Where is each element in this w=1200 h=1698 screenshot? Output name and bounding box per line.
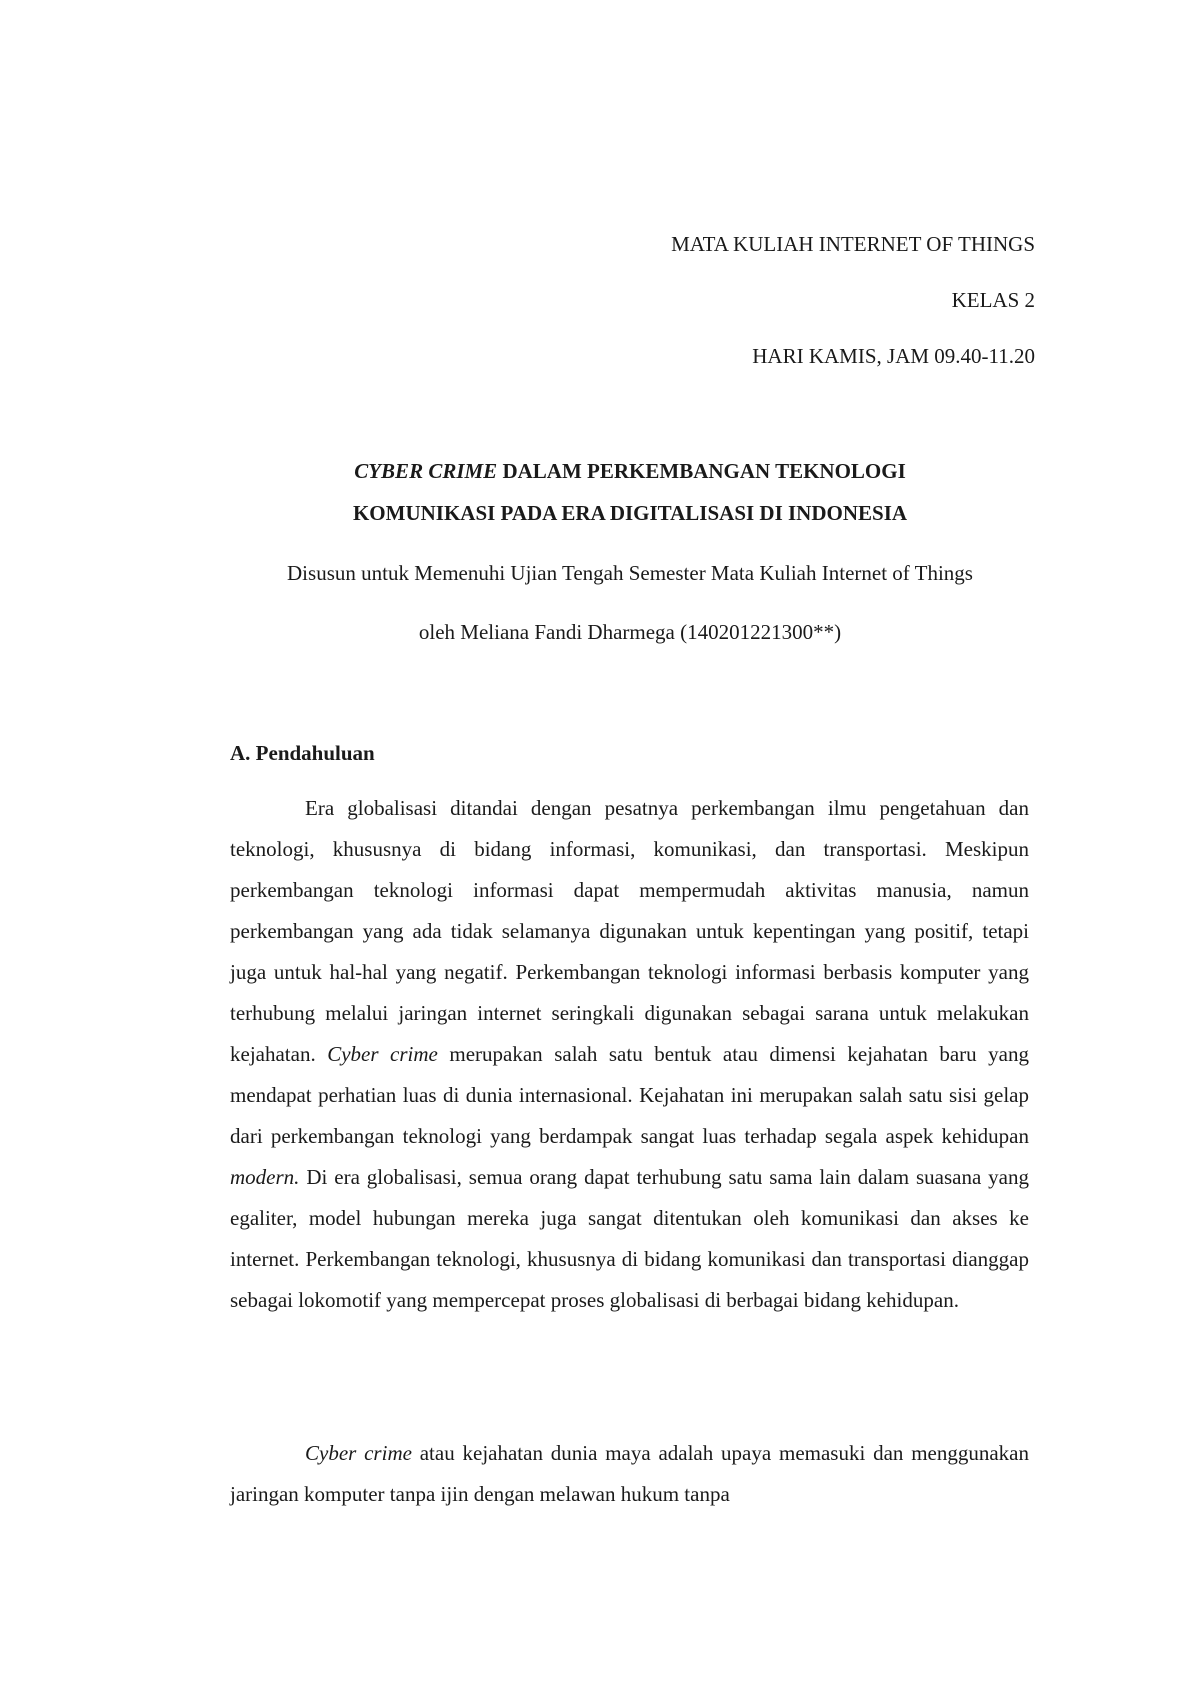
title-italic-term: CYBER CRIME: [354, 459, 498, 483]
title-line-1-rest: DALAM PERKEMBANGAN TEKNOLOGI: [497, 459, 906, 483]
paragraph-2-italic-term: Cyber crime: [305, 1441, 412, 1465]
paragraph-2: [230, 1433, 1029, 1515]
paragraph-1-part-2: merupakan salah satu bentuk atau dimensi kejahatan baru yang mendapat perhatian luas di dunia internasional. Kejahatan ini merupakan salah satu sisi gelap dari perkembangan teknologi yang berdampak sangat luas terhadap segala aspek kehidupan: [230, 1042, 1029, 1148]
paragraph-1-italic-term-1: Cyber crime: [327, 1042, 438, 1066]
subtitle-purpose: Disusun untuk Memenuhi Ujian Tengah Semester Mata Kuliah Internet of Things: [287, 561, 973, 585]
title-line-2: KOMUNIKASI PADA ERA DIGITALISASI DI INDONESIA: [352, 501, 908, 525]
paragraph-1-part-3: Di era globalisasi, semua orang dapat terhubung satu sama lain dalam suasana yang egaliter, model hubungan mereka juga sangat ditentukan oleh komunikasi dan akses ke internet. Perkembangan teknologi, khususnya di bidang komunikasi dan transportasi dianggap sebagai lokomotif yang mempercepat proses globalisasi di berbagai bidang kehidupan.: [230, 1165, 1029, 1312]
class-label: KELAS 2: [951, 288, 1035, 312]
schedule-label: HARI KAMIS, JAM 09.40-11.20: [752, 344, 1035, 368]
title-line-1: [230, 458, 1030, 484]
section-heading: A. Pendahuluan: [230, 741, 375, 765]
paragraph-2-text: atau kejahatan dunia maya adalah upaya memasuki dan menggunakan jaringan komputer tanpa ijin dengan melawan hukum tanpa: [230, 1441, 1030, 1506]
course-name: MATA KULIAH INTERNET OF THINGS: [671, 232, 1035, 256]
paragraph-1-part-1: Era globalisasi ditandai dengan pesatnya perkembangan ilmu pengetahuan dan teknologi, khususnya di bidang informasi, komunikasi, dan transportasi. Meskipun perkembangan teknologi informasi dapat mempermudah aktivitas manusia, namun perkembangan yang ada tidak selamanya digunakan untuk kepentingan yang positif, tetapi juga untuk hal-hal yang negatif. Perkembangan teknologi informasi berbasis komputer yang terhubung melalui jaringan internet seringkali digunakan sebagai sarana untuk melakukan kejahatan.: [230, 796, 1029, 1066]
paragraph-1-italic-term-2: modern.: [230, 1165, 300, 1189]
subtitle-author: oleh Meliana Fandi Dharmega (140201221300**): [418, 620, 842, 644]
paragraph-1: [230, 788, 1029, 1321]
